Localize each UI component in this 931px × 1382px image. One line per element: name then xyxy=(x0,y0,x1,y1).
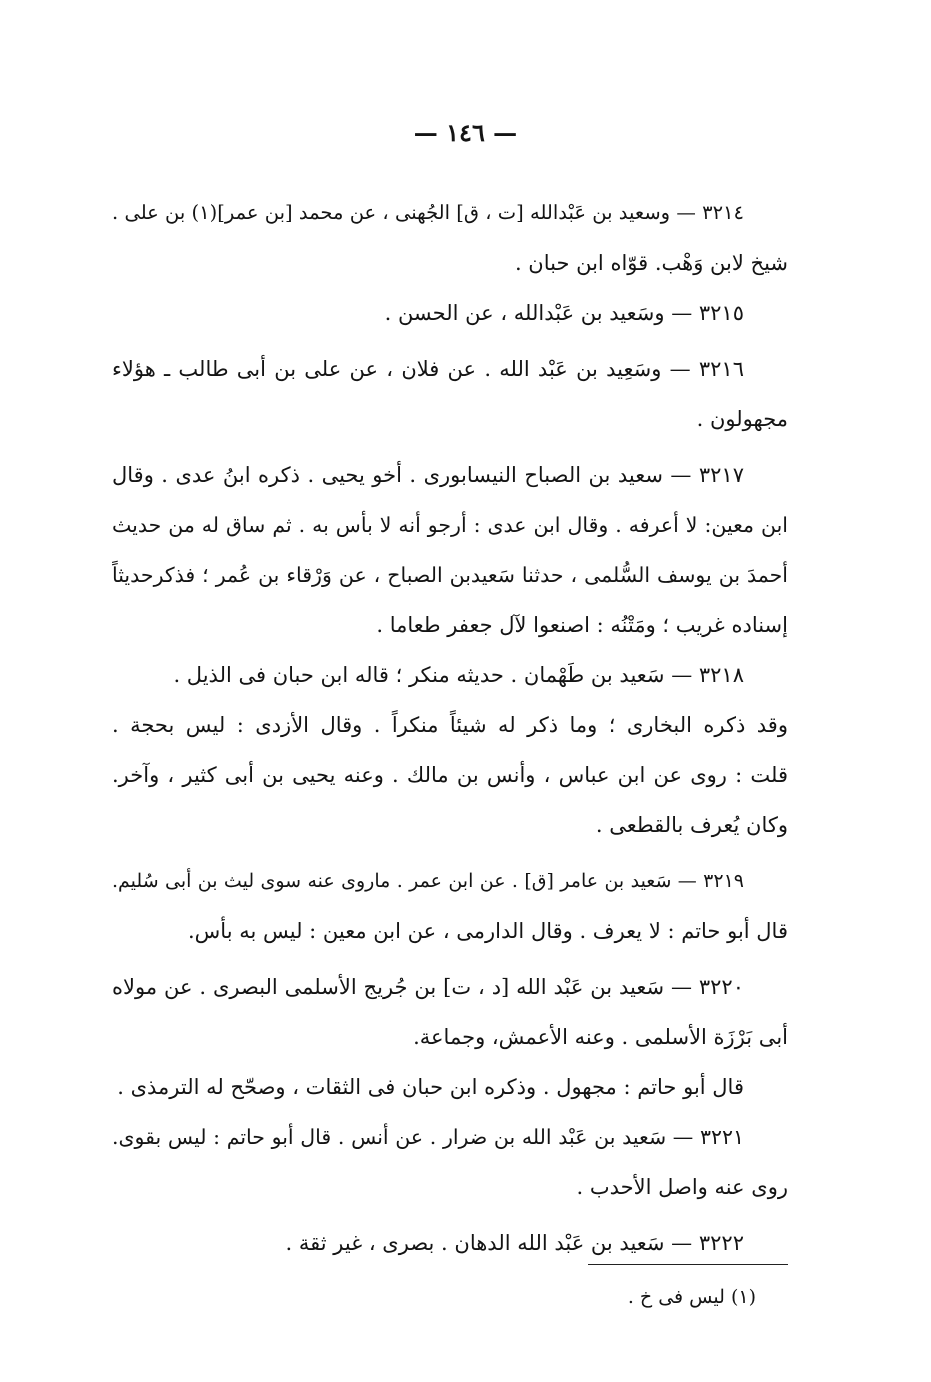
entry-3218-line-2: وقد ذكره البخارى ؛ وما ذكر له شيئاً منكراً . وقال الأزدى : ليس بحجة . xyxy=(112,713,788,737)
entry-3217-line-1: ٣٢١٧ — سعيد بن الصباح النيسابورى . أخو يحيى . ذكره ابنُ عدى . وقال xyxy=(112,463,744,487)
entry-3219-line-2: قال أبو حاتم : لا يعرف . وقال الدارمى ، عن ابن معين : ليس به بأس. xyxy=(187,919,788,943)
entry-3214-line-1: ٣٢١٤ — وسعيد بن عَبْدالله [ت ، ق] الجُهنى ، عن محمد [بن عمر](١) بن على . xyxy=(112,201,744,224)
entry-3218-line-4: وكان يُعرف بالقطعى . xyxy=(595,813,788,837)
page-number: — ١٤٦ — xyxy=(413,118,518,147)
entry-3217-line-4: إسناده غريب ؛ ومَتْنُه : اصنعوا لآل جعفر طعاما . xyxy=(376,613,788,637)
entry-3216-line-2: مجهولون . xyxy=(696,407,788,431)
body-text xyxy=(112,188,788,1268)
entry-3222-line-1: ٣٢٢٢ — سَعيد بن عَبْد الله الدهان . بصرى ، غير ثقة . xyxy=(285,1231,744,1255)
entry-3219-line-1: ٣٢١٩ — سَعيد بن عامر [ق] . عن ابن عمر . ماروى عنه سوى ليث بن أبى سُليم. xyxy=(112,870,744,892)
entry-3221-line-2: روى عنه واصل الأحدب . xyxy=(576,1175,788,1199)
entry-3215-line-1: ٣٢١٥ — وسَعيد بن عَبْدالله ، عن الحسن . xyxy=(384,301,744,325)
entry-3216-line-1: ٣٢١٦ — وسَعِيد بن عَبْد الله . عن فلان ، عن على بن أبى طالب ـ هؤلاء xyxy=(112,357,744,381)
entry-3217-line-2: ابن معين: لا أعرفه . وقال ابن عدى : أرجو أنه لا بأس به . ثم ساق له من حديث xyxy=(112,513,788,537)
footnote: (١) ليس فى خ . xyxy=(627,1286,756,1308)
entry-3221-line-1: ٣٢٢١ — سَعيد بن عَبْد الله بن ضرار . عن أنس . قال أبو حاتم : ليس بقوى. xyxy=(112,1125,744,1149)
entry-3217-line-3: أحمدَ بن يوسف السُّلمى ، حدثنا سَعيدبن الصباح ، عن وَرْقاء بن عُمر ؛ فذكرحديثاً xyxy=(112,563,788,587)
entry-3214-line-2: شيخ لابن وَهْب. قوّاه ابن حبان . xyxy=(514,251,788,275)
entry-3220-line-1: ٣٢٢٠ — سَعيد بن عَبْد الله [د ، ت] بن جُريج الأسلمى البصرى . عن مولاه xyxy=(112,975,744,999)
entry-3218-line-3: قلت : روى عن ابن عباس ، وأنس بن مالك . وعنه يحيى بن أبى كثير ، وآخر. xyxy=(112,763,788,787)
entry-3220-line-3: قال أبو حاتم : مجهول . وذكره ابن حبان فى الثقات ، وصحّح له الترمذى . xyxy=(117,1075,744,1099)
entry-3218-line-1: ٣٢١٨ — سَعيد بن طَهْمان . حديثه منكر ؛ قاله ابن حبان فى الذيل . xyxy=(173,663,744,687)
footnote-divider xyxy=(588,1264,788,1265)
entry-3220-line-2: أبى بَرْزَة الأسلمى . وعنه الأعمش، وجماعة. xyxy=(413,1025,788,1049)
